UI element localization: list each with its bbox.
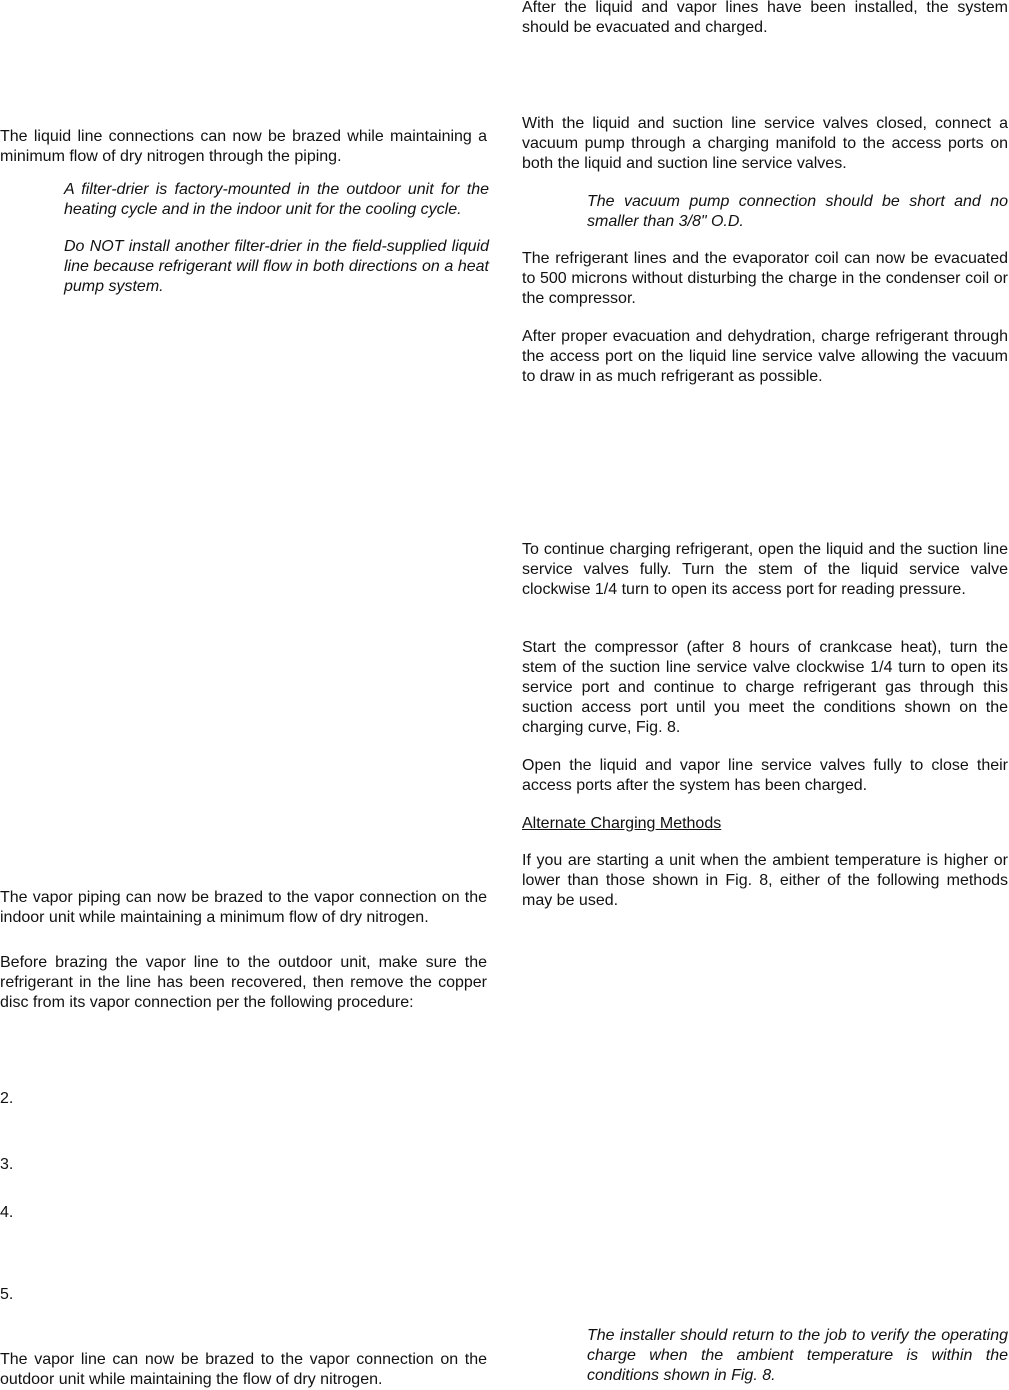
- vapor-line-outdoor-text: The vapor line can now be brazed to the vapor connection on the outdoor unit while maintaining the flow of dry nitrogen.: [0, 1351, 487, 1388]
- continue-charging-text: To continue charging refrigerant, open the liquid and the suction line service valves fully. Turn the stem of the liquid service valve clockwise 1/4 turn to open its access port for reading pressure.: [522, 541, 1008, 598]
- charge-after-evacuation-text: After proper evacuation and dehydration, charge refrigerant through the access port on the liquid line service valve allowing the vacuum to draw in as much refrigerant as possible.: [522, 328, 1008, 385]
- filter-drier-location-note: A filter-drier is factory-mounted in the outdoor unit for the heating cycle and in the indoor unit for the cooling cycle.: [64, 181, 489, 218]
- step-number-4: 4.: [0, 1204, 14, 1221]
- liquid-line-brazing-text: The liquid line connections can now be brazed while maintaining a minimum flow of dry nitrogen through the piping.: [0, 128, 487, 165]
- vacuum-connection-note: The vacuum pump connection should be short and no smaller than 3/8" O.D.: [587, 193, 1008, 230]
- before-brazing-outdoor-text: Before brazing the vapor line to the outdoor unit, make sure the refrigerant in the line has been recovered, then remove the copper disc from its vapor connection per the following procedure:: [0, 954, 487, 1011]
- evacuate-intro-text: After the liquid and vapor lines have been installed, the system should be evacuated and charged.: [522, 0, 1008, 36]
- alternate-charging-text: If you are starting a unit when the ambient temperature is higher or lower than those shown in Fig. 8, either of the following methods may be used.: [522, 852, 1008, 909]
- evacuate-lines-text: The refrigerant lines and the evaporator coil can now be evacuated to 500 microns without disturbing the charge in the condenser coil or the compressor.: [522, 250, 1008, 307]
- vapor-piping-indoor-text: The vapor piping can now be brazed to the vapor connection on the indoor unit while maintaining a minimum flow of dry nitrogen.: [0, 889, 487, 926]
- return-verify-note: The installer should return to the job to verify the operating charge when the ambient temperature is within the conditions shown in Fig. 8.: [587, 1327, 1008, 1384]
- step-number-5: 5.: [0, 1286, 14, 1303]
- open-valves-fully-text: Open the liquid and vapor line service valves fully to close their access ports after the system has been charged.: [522, 757, 1008, 794]
- connect-vacuum-pump-text: With the liquid and suction line service valves closed, connect a vacuum pump through a charging manifold to the access ports on both the liquid and suction line service valves.: [522, 115, 1008, 172]
- start-compressor-text: Start the compressor (after 8 hours of crankcase heat), turn the stem of the suction line service valve clockwise 1/4 turn to open its service port and continue to charge refrigerant gas through this suction access port until you meet the conditions shown on the charging curve, Fig. 8.: [522, 639, 1008, 736]
- alternate-charging-heading: Alternate Charging Methods: [522, 815, 722, 832]
- step-number-2: 2.: [0, 1090, 14, 1107]
- step-number-3: 3.: [0, 1156, 14, 1173]
- no-extra-filter-drier-note: Do NOT install another filter-drier in the field-supplied liquid line because refrigerant will flow in both directions on a heat pump system.: [64, 238, 489, 295]
